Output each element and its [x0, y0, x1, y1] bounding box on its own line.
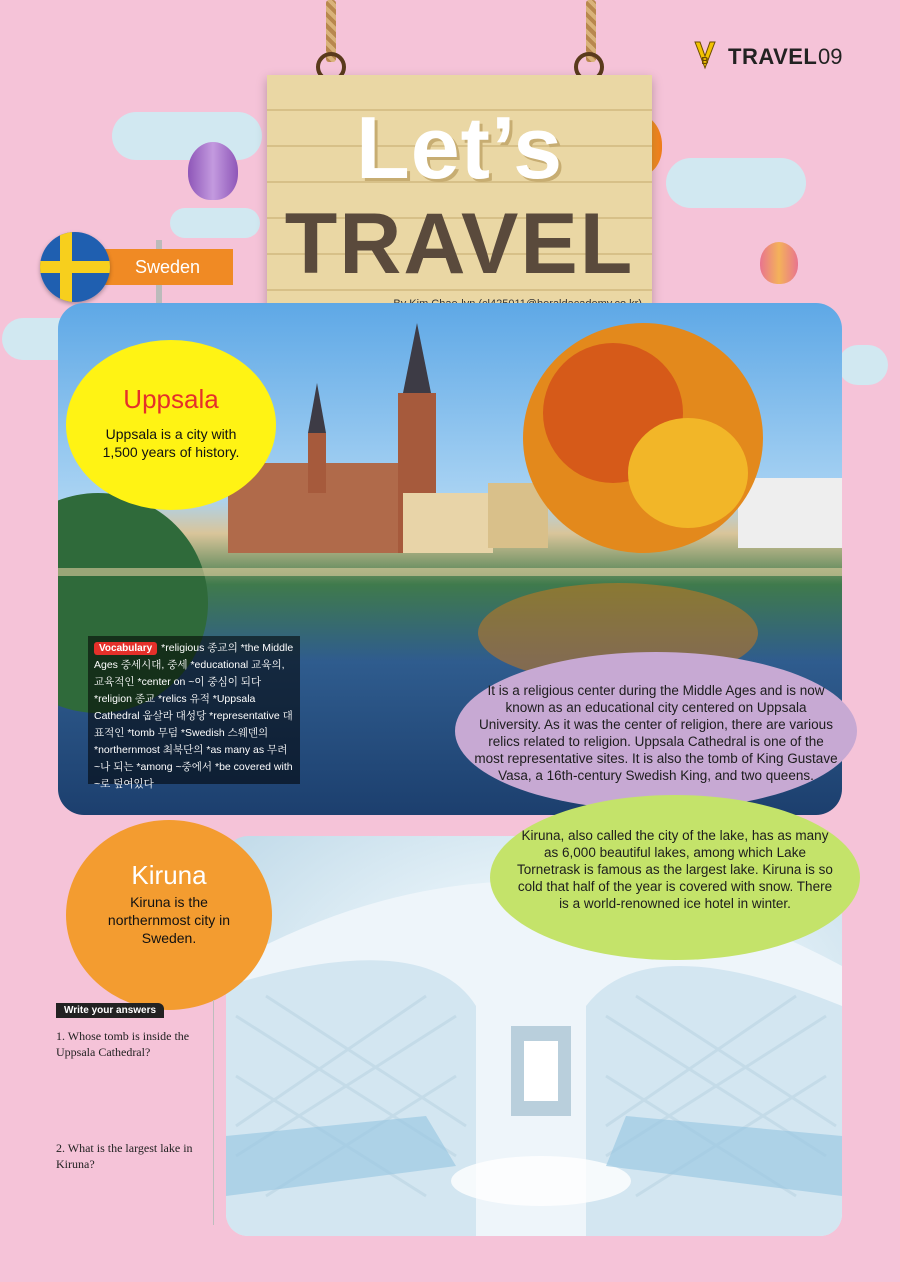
basic-logo-icon: [690, 34, 720, 74]
uppsala-description-bubble: [455, 652, 857, 810]
vocabulary-label: Vocabulary: [94, 642, 157, 655]
answers-section: [56, 1000, 216, 1172]
uppsala-speech-bubble: [66, 340, 276, 510]
hot-air-balloon-icon: [760, 242, 798, 284]
cloud-decoration: [838, 345, 888, 385]
cloud-decoration: [112, 112, 262, 160]
kiruna-summary: Kiruna is the northernmost city in Sweden.: [107, 894, 231, 946]
uppsala-description: It is a religious center during the Middle Ages and is now known as an educational city centered on Uppsala University. As it was the center of religion, there are various relics related to religion. Uppsala Cathedral is one of the most representative sites. It is also the tomb of King Gustave Vasa, a 16th-century Swedish King, and two queens.: [474, 683, 838, 783]
kiruna-title: Kiruna: [131, 860, 207, 890]
kiruna-speech-bubble: [66, 820, 272, 1010]
uppsala-summary: Uppsala is a city with 1,500 years of history.: [102, 426, 240, 460]
page-header: [690, 30, 890, 80]
page-number: 09: [818, 44, 843, 69]
vocabulary-box: [88, 636, 300, 790]
country-banner: Sweden: [105, 249, 233, 285]
kiruna-description: Kiruna, also called the city of the lake, has as many as 6,000 beautiful lakes, among which Lake Tornetrask is famous as the largest lake. Kiruna is so cold that half of the year is covered with snow. There is a world-renowned ice hotel in winter.: [517, 828, 833, 911]
uppsala-title: Uppsala: [123, 384, 219, 414]
question-1: 1. Whose tomb is inside the Uppsala Cathedral?: [56, 1029, 190, 1059]
kiruna-description-bubble: [490, 795, 860, 960]
cloud-decoration: [170, 208, 260, 238]
section-title: TRAVEL: [728, 44, 818, 69]
title-lets: Let’s: [355, 98, 564, 197]
hot-air-balloon-icon: [188, 142, 238, 200]
sweden-flag-icon: [40, 232, 110, 302]
svg-text:B: B: [701, 56, 709, 67]
title-travel: TRAVEL: [284, 196, 635, 292]
question-2: 2. What is the largest lake in Kiruna?: [56, 1141, 193, 1171]
vocabulary-text: *religious 종교의 *the Middle Ages 중세시대, 중세 *educational 교육의, 교육적인 *center on ~이 중심이 되다 *religion 종교 *relics 유적 *Uppsala Cathedral 웁살라 대성당 *representative 대표적인 *tomb 무덤 *Swedish 스웨덴의 *northernmost 최북단의 *as many as 무려 ~나 되는 *among ~중에서 *be covered with ~로 덮여있다: [94, 642, 294, 790]
cloud-decoration: [666, 158, 806, 208]
title-sign: [267, 75, 652, 320]
answers-label: Write your answers: [56, 1003, 164, 1018]
